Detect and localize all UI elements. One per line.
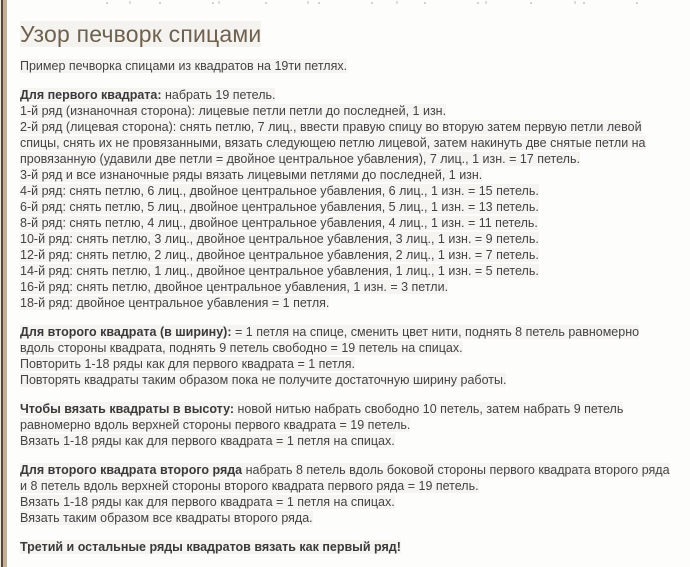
row-instruction: 18-й ряд: двойное центральное убавления = 1 петля.	[20, 296, 330, 310]
intro-paragraph: Пример печворка спицами из квадратов на 19ти петлях.	[20, 59, 348, 73]
section-final-note	[20, 539, 672, 555]
section-lead: Чтобы вязать квадраты в высоту: новой нитью набрать свободно 10 петель, затем набрать 9 петель равномерно вдоль верхней стороны первого квадрата = 19 петель.	[20, 402, 624, 432]
row-instruction: 6-й ряд: снять петлю, 5 лиц., двойное центральное убавления, 5 лиц., 1 изн. = 13 петель.	[20, 200, 539, 214]
section-second-square-width	[20, 324, 672, 388]
row-instruction: 16-й ряд: снять петлю, двойное центральное убавления, 1 изн. = 3 петли.	[20, 280, 449, 294]
row-instruction: 12-й ряд: снять петлю, 2 лиц., двойное центральное убавления, 2 лиц., 1 изн. = 7 петель.	[20, 248, 539, 262]
row-instruction: Повторять квадраты таким образом пока не получите достаточную ширину работы.	[20, 373, 507, 387]
clipped-text-fragments	[106, 0, 646, 6]
section-lead: Для первого квадрата: набрать 19 петель.	[20, 88, 276, 102]
page-edge-border	[0, 0, 7, 567]
section-second-square-second-row	[20, 462, 672, 526]
section-lead: Для второго квадрата второго ряда набрать 8 петель вдоль боковой стороны первого квадрата второго ряда и 8 петель вдоль верхней стороны второго квадрата первого ряда = 19 петель.	[20, 463, 670, 493]
section-lead: Для второго квадрата (в ширину): = 1 петля на спице, сменить цвет нити, поднять 8 петель равномерно вдоль стороны квадрата, поднять 9 петель свободно = 19 петель на спицах.	[20, 325, 640, 355]
row-instruction: 14-й ряд: снять петлю, 1 лиц., двойное центральное убавления, 1 лиц., 1 изн. = 5 петель.	[20, 264, 539, 278]
section-first-square	[20, 87, 672, 311]
row-instruction: Вязать 1-18 ряды как для первого квадрата = 1 петля на спицах.	[20, 434, 395, 448]
row-instruction: 1-й ряд (изнаночная сторона): лицевые петли петли до последней, 1 изн.	[20, 104, 447, 118]
row-instruction: 10-й ряд: снять петлю, 3 лиц., двойное центральное убавления, 3 лиц., 1 изн. = 9 петель.	[20, 232, 539, 246]
row-instruction: Вязать 1-18 ряды как для первого квадрата = 1 петля на спицах.	[20, 495, 395, 509]
row-instruction: 2-й ряд (лицевая сторона): снять петлю, 7 лиц., ввести правую спицу во вторую затем первую петли левой спицы, снять их не провязанными, вязать следующею петлю лицевой, затем накинуть две снятые петли на провязанную (удавили две петли = двойное центральное убавления), 7 лиц., 1 изн. = 17 петель.	[20, 120, 646, 166]
row-instruction: 8-й ряд: снять петлю, 4 лиц., двойное центральное убавления, 4 лиц., 1 изн. = 11 петель.	[20, 216, 538, 230]
row-instruction: Повторить 1-18 ряды как для первого квадрата = 1 петля.	[20, 357, 355, 371]
article-content	[7, 0, 690, 567]
row-instruction: 3-й ряд и все изнаночные ряды вязать лицевыми петлями до последней, 1 изн.	[20, 168, 483, 182]
row-instruction: Вязать таким образом все квадраты второго ряда.	[20, 511, 313, 525]
section-squares-height	[20, 401, 672, 449]
page-title: Узор печворк спицами	[20, 21, 262, 47]
row-instruction: 4-й ряд: снять петлю, 6 лиц., двойное центральное убавления, 6 лиц., 1 изн. = 15 петель.	[20, 184, 539, 198]
final-note: Третий и остальные ряды квадратов вязать как первый ряд!	[20, 540, 401, 554]
